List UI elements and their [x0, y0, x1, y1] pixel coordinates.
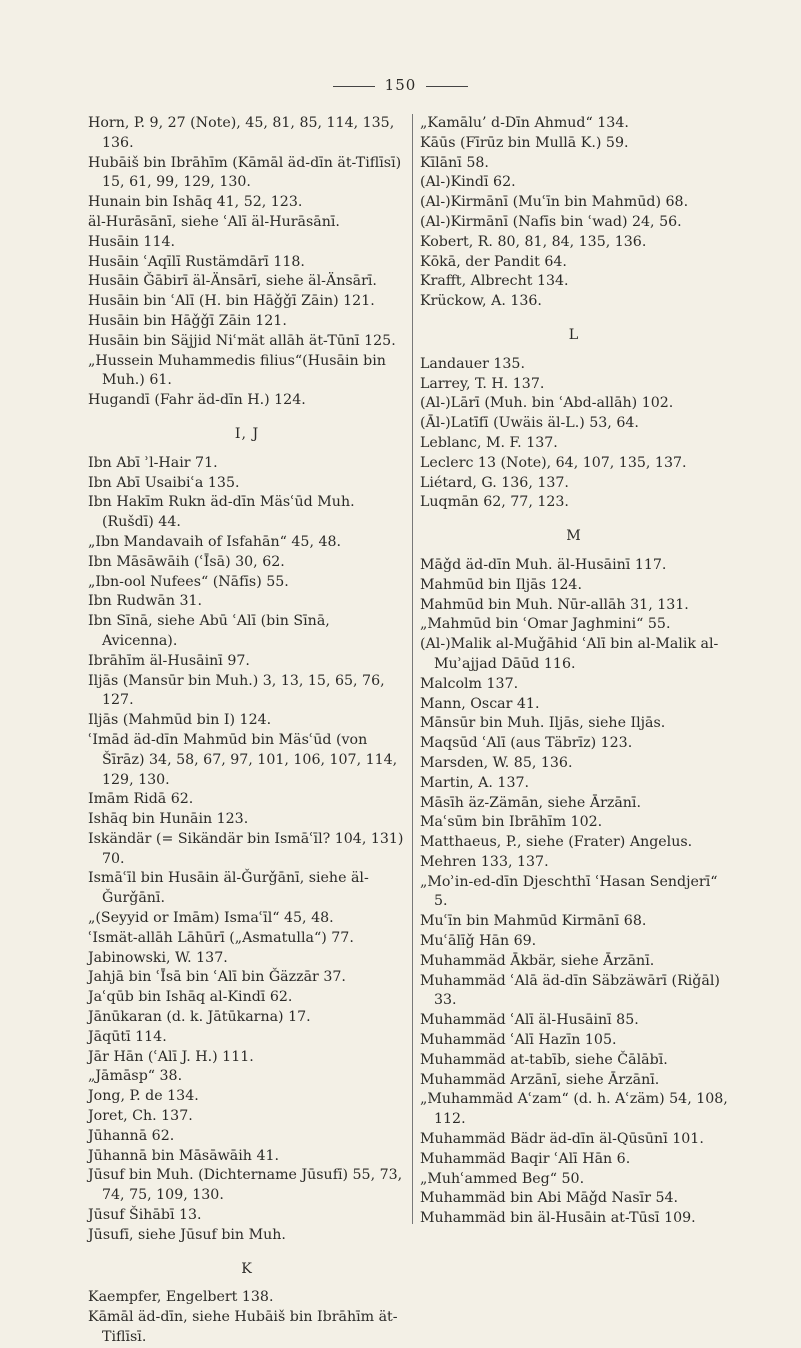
index-entry: (Al-)Lārī (Muh. bin ʿAbd-allāh) 102.: [420, 395, 674, 412]
index-entry: Martin, A. 137.: [420, 774, 530, 791]
index-entry: Mehren 133, 137.: [420, 853, 549, 870]
index-entry: Ibn Hakīm Rukn äd-dīn Mäsʿūd Muh. (Rušdī) 44.: [88, 494, 355, 531]
index-entry: Marsden, W. 85, 136.: [420, 754, 573, 771]
index-entry: Muhammäd ʿAlī äl-Husāinī 85.: [420, 1012, 639, 1029]
index-entry: Kobert, R. 80, 81, 84, 135, 136.: [420, 233, 647, 250]
index-section-heading: K: [241, 1260, 253, 1277]
index-entry: Ibn Abī ʾl-Hair 71.: [88, 454, 218, 471]
index-entry: Krückow, A. 136.: [420, 293, 542, 310]
index-entry: Husāin 114.: [88, 233, 176, 250]
index-entry: Jabinowski, W. 137.: [88, 949, 228, 966]
index-entry: Mahmūd bin Muh. Nūr-allāh 31, 131.: [420, 596, 689, 613]
index-right-column: [420, 114, 728, 1229]
index-entry: Imām Ridā 62.: [88, 791, 194, 808]
index-entry: Jūsuf Šihābī 13.: [88, 1207, 202, 1224]
index-entry: Ishāq bin Hunāin 123.: [88, 811, 249, 828]
index-entry: „Jāmāsp“ 38.: [88, 1068, 183, 1085]
index-entry: Muhammäd at-tabīb, siehe Čālābī.: [420, 1051, 668, 1068]
index-entry: Māsīh äz-Zämān, siehe Ārzānī.: [420, 794, 641, 811]
index-entry: Hugandī (Fahr äd-dīn H.) 124.: [88, 392, 306, 409]
index-entry: Kaempfer, Engelbert 138.: [88, 1289, 274, 1306]
index-entry: Iljās (Mahmūd bin I) 124.: [88, 712, 272, 729]
index-entry: Muhammäd Bädr äd-dīn äl-Qūsūnī 101.: [420, 1131, 704, 1148]
index-entry: Husāin bin Säjjid Niʿmät allāh ät-Tūnī 125.: [88, 332, 396, 349]
index-entry: (Al-)Kirmānī (Nafīs bin ʿwad) 24, 56.: [420, 213, 682, 230]
page-number-right-dash: [426, 86, 468, 87]
index-entry: (Al-)Malik al-Muǧāhid ʿAlī bin al-Malik al-Muʾajjad Dāūd 116.: [420, 636, 719, 672]
index-entry: Mānsūr bin Muh. Iljās, siehe Iljās.: [420, 715, 666, 732]
index-entry: Muhammäd bin äl-Husāin at-Tūsī 109.: [420, 1210, 696, 1227]
index-entry: „Mahmūd bin ʿOmar Jaghmini“ 55.: [420, 616, 671, 633]
index-entry: Jaʿqūb bin Ishāq al-Kindī 62.: [88, 989, 293, 1006]
page-number-text: 150: [384, 76, 417, 94]
index-entry: Kōkā, der Pandit 64.: [420, 253, 567, 270]
index-section-heading: L: [568, 326, 580, 343]
page-number-left-dash: [333, 86, 375, 87]
index-entry: „Kamālu’ d-Dīn Ahmud“ 134.: [420, 115, 629, 131]
index-entry: Maqsūd ʿAlī (aus Täbrīz) 123.: [420, 735, 633, 752]
index-entry: Joret, Ch. 137.: [88, 1108, 193, 1125]
index-entry: Ibn Sīnā, siehe Abū ʿAlī (bin Sīnā, Avicenna).: [88, 613, 330, 649]
index-entry: Māǧd äd-dīn Muh. äl-Husāinī 117.: [420, 556, 667, 573]
index-entry: Husāin Ǧābirī äl-Änsārī, siehe äl-Änsārī.: [88, 273, 377, 290]
index-entry: Kīlānī 58.: [420, 154, 489, 171]
index-entry: Iljās (Mansūr bin Muh.) 3, 13, 15, 65, 76, 127.: [88, 672, 385, 709]
index-entry: Liétard, G. 136, 137.: [420, 474, 569, 491]
index-entry: ʿImād äd-dīn Mahmūd bin Mäsʿūd (von Šīrāz) 34, 58, 67, 97, 101, 106, 107, 114, 129, 130.: [88, 731, 398, 788]
index-entry: Horn, P. 9, 27 (Note), 45, 81, 85, 114, 135, 136.: [88, 115, 395, 151]
index-entry: Husāin bin ʿAlī (H. bin Hāǧǧī Zāin) 121.: [88, 293, 375, 310]
index-section-heading: M: [566, 528, 582, 545]
index-entry: Jānūkaran (d. k. Jātūkarna) 17.: [88, 1009, 311, 1026]
index-entry: Jūsufī, siehe Jūsuf bin Muh.: [88, 1226, 286, 1243]
index-entry: Leclerc 13 (Note), 64, 107, 135, 137.: [420, 454, 687, 471]
index-entry: Muhammäd Ākbär, siehe Ārzānī.: [420, 952, 655, 969]
index-entry: Jahjā bin ʿĪsā bin ʿAlī bin Ǧäzzār 37.: [88, 969, 346, 986]
index-entry: Muʿālīǧ Hān 69.: [420, 933, 537, 950]
index-entry: Ibrāhīm äl-Husāinī 97.: [88, 652, 250, 669]
index-entry: Landauer 135.: [420, 355, 525, 372]
index-entry: Muhammäd ʿAlā äd-dīn Säbzäwārī (Riǧāl) 33.: [420, 972, 720, 1009]
index-entry: Kāūs (Fīrūz bin Mullā K.) 59.: [420, 134, 629, 151]
index-entry: äl-Hurāsānī, siehe ʿAlī äl-Hurāsānī.: [88, 213, 340, 230]
index-entry: „Ibn-ool Nufees“ (Nāfīs) 55.: [88, 573, 289, 590]
index-entry: Mann, Oscar 41.: [420, 695, 540, 712]
index-entry: Kāmāl äd-dīn, siehe Hubāiš bin Ibrāhīm ät-Tiflīsī.: [88, 1309, 398, 1346]
index-entry: Jūsuf bin Muh. (Dichtername Jūsufī) 55, 73, 74, 75, 109, 130.: [88, 1167, 403, 1204]
index-entry: Hunain bin Ishāq 41, 52, 123.: [88, 194, 303, 211]
index-entry: Maʿsūm bin Ibrāhīm 102.: [420, 814, 603, 831]
index-entry: Muhammäd ʿAlī Hazīn 105.: [420, 1032, 617, 1049]
index-entry: Jūhannā 62.: [88, 1127, 175, 1144]
index-entry: Larrey, T. H. 137.: [420, 375, 545, 392]
index-entry: Malcolm 137.: [420, 675, 519, 692]
index-entry: (Āl-)Latīfī (Uwäis äl-L.) 53, 64.: [420, 415, 639, 432]
column-divider: [412, 114, 413, 1224]
index-entry: Jūhannā bin Māsāwāih 41.: [88, 1147, 280, 1164]
index-left-column: [88, 114, 406, 1348]
index-entry: „(Seyyid or Imām) Ismaʿīl“ 45, 48.: [88, 910, 334, 927]
index-entry: Jong, P. de 134.: [88, 1088, 199, 1105]
index-entry: Ismāʿīl bin Husāin äl-Ǧurǧānī, siehe äl-Ǧurǧānī.: [88, 870, 369, 907]
index-entry: Muhammäd bin Abi Māǧd Nasīr 54.: [420, 1190, 679, 1207]
index-entry: Hubāiš bin Ibrāhīm (Kāmāl äd-dīn ät-Tiflīsī) 15, 61, 99, 129, 130.: [88, 154, 402, 191]
index-entry: Leblanc, M. F. 137.: [420, 434, 558, 451]
index-section-heading: I, J: [234, 425, 260, 442]
page-number: [0, 76, 801, 94]
index-entry: Husāin ʿAqīlī Rustämdārī 118.: [88, 253, 305, 270]
index-entry: Muhammäd Arzānī, siehe Ārzānī.: [420, 1071, 660, 1088]
index-entry: Muhammäd Baqir ʿAlī Hān 6.: [420, 1150, 631, 1167]
index-entry: Krafft, Albrecht 134.: [420, 273, 569, 290]
index-entry: Matthaeus, P., siehe (Frater) Angelus.: [420, 834, 693, 851]
index-entry: Muʿīn bin Mahmūd Kirmānī 68.: [420, 913, 647, 930]
index-entry: Jār Hān (ʿAlī J. H.) 111.: [88, 1048, 254, 1065]
index-entry: Mahmūd bin Iljās 124.: [420, 576, 582, 593]
index-entry: Iskändär (= Sikändär bin Ismāʿīl? 104, 131) 70.: [88, 830, 404, 867]
index-entry: (Al-)Kindī 62.: [420, 174, 516, 191]
index-entry: Ibn Abī Usaibiʿa 135.: [88, 474, 240, 491]
index-entry: „Hussein Muhammedis filius“(Husāin bin Muh.) 61.: [88, 352, 386, 389]
index-entry: Luqmān 62, 77, 123.: [420, 494, 569, 511]
index-entry: Jāqūtī 114.: [88, 1028, 167, 1045]
index-entry: „Moʾin-ed-dīn Djeschthī ʿHasan Sendjerī“ 5.: [420, 873, 718, 910]
index-entry: ʿIsmät-allāh Lāhūrī („Asmatulla“) 77.: [88, 929, 354, 946]
index-entry: „Muhʿammed Beg“ 50.: [420, 1170, 585, 1187]
index-entry: Ibn Rudwān 31.: [88, 593, 203, 610]
index-entry: (Al-)Kirmānī (Muʿīn bin Mahmūd) 68.: [420, 194, 689, 211]
index-entry: Ibn Māsāwāih (ʿĪsā) 30, 62.: [88, 553, 285, 570]
index-entry: „Ibn Mandavaih of Isfahān“ 45, 48.: [88, 533, 342, 550]
index-entry: „Muhammäd Aʿzam“ (d. h. Aʿzäm) 54, 108, 112.: [420, 1091, 728, 1128]
index-entry: Husāin bin Hāǧǧī Zāin 121.: [88, 312, 287, 329]
